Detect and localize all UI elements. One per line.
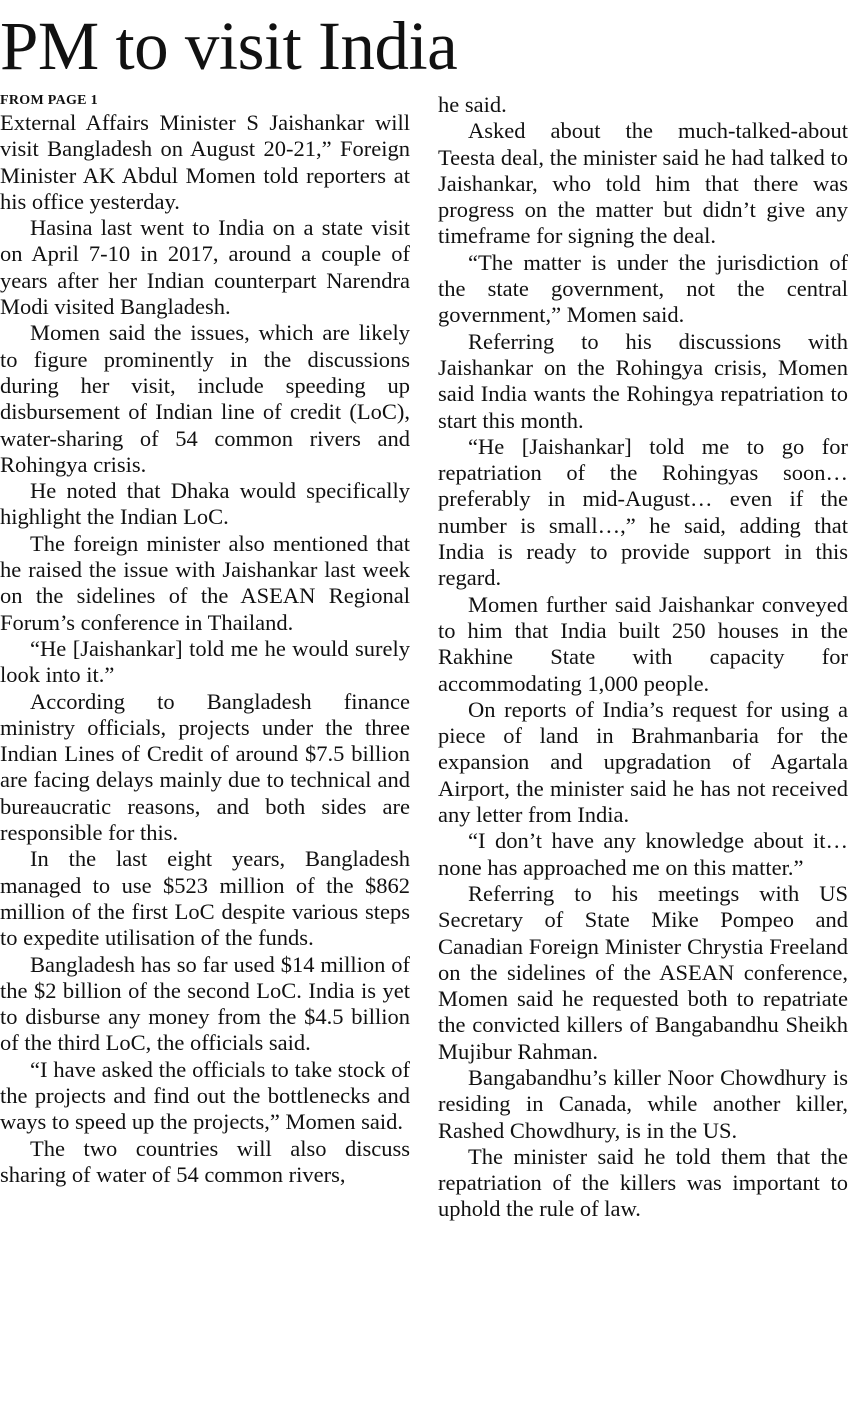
- continuation-kicker: FROM PAGE 1: [0, 93, 98, 108]
- article-paragraph: According to Bangladesh finance ministry officials, projects under the three Indian Lines of Credit of around $7.5 billion are facing delays mainly due to technical and bureaucratic reasons, and both sides are responsible for this.: [0, 688, 410, 846]
- article-paragraph: Bangladesh has so far used $14 million of the $2 billion of the second LoC. India is yet to disburse any money from the $4.5 billion of the third LoC, the officials said.: [0, 951, 410, 1056]
- article-paragraph: He noted that Dhaka would specifically highlight the Indian LoC.: [0, 478, 410, 530]
- headline: PM to visit India: [0, 8, 458, 84]
- article-paragraph: Momen said the issues, which are likely to figure prominently in the discussions during her visit, include speeding up disbursement of Indian line of credit (LoC), water-sharing of 54 common rivers and Rohingya crisis.: [0, 320, 410, 477]
- article-paragraph: External Affairs Minister S Jaishankar will visit Bangladesh on August 20-21,” Foreign Minister AK Abdul Momen told reporters at his office yesterday.: [0, 110, 410, 214]
- article-paragraph: Bangabandhu’s killer Noor Chowdhury is residing in Canada, while another killer, Rashed Chowdhury, is in the US.: [438, 1064, 848, 1143]
- article-paragraph: The two countries will also discuss sharing of water of 54 common rivers,: [0, 1135, 410, 1187]
- article-paragraph: The foreign minister also mentioned that he raised the issue with Jaishankar last week on the sidelines of the ASEAN Regional Forum’s conference in Thailand.: [0, 530, 410, 635]
- left-column: [0, 92, 410, 1188]
- article-paragraph: Referring to his meetings with US Secretary of State Mike Pompeo and Canadian Foreign Minister Chrystia Freeland on the sidelines of the ASEAN conference, Momen said he requested both to repatriate the convicted killers of Bangabandhu Sheikh Mujibur Rahman.: [438, 880, 848, 1064]
- article-paragraph-continued: he said.: [438, 92, 507, 117]
- right-column: [438, 92, 848, 1223]
- article-paragraph: Referring to his discussions with Jaishankar on the Rohingya crisis, Momen said India wants the Rohingya repatriation to start this month.: [438, 328, 848, 433]
- article-paragraph: “He [Jaishankar] told me he would surely look into it.”: [0, 635, 410, 688]
- article-paragraph: Hasina last went to India on a state visit on April 7-10 in 2017, around a couple of years after her Indian counterpart Narendra Modi visited Bangladesh.: [0, 215, 410, 320]
- article-paragraph: “I don’t have any knowledge about it… none has approached me on this matter.”: [438, 828, 848, 880]
- article-paragraph: Asked about the much-talked-about Teesta deal, the minister said he had talked to Jaishankar, who told him that there was progress on the matter but didn’t give any timeframe for signing the deal.: [438, 118, 848, 249]
- article-paragraph: In the last eight years, Bangladesh managed to use $523 million of the $862 million of the first LoC despite various steps to expedite utilisation of the funds.: [0, 846, 410, 951]
- article-paragraph: On reports of India’s request for using a piece of land in Brahmanbaria for the expansion and upgradation of Agartala Airport, the minister said he has not received any letter from India.: [438, 696, 848, 828]
- article-paragraph: “The matter is under the jurisdiction of the state government, not the central government,” Momen said.: [438, 249, 848, 328]
- article-paragraph: “He [Jaishankar] told me to go for repatriation of the Rohingyas soon… preferably in mid-August… even if the number is small…,” he said, adding that India is ready to provide support in this regard.: [438, 433, 848, 591]
- article-paragraph: “I have asked the officials to take stock of the projects and find out the bottlenecks and ways to speed up the projects,” Momen said.: [0, 1056, 410, 1135]
- article-paragraph: Momen further said Jaishankar conveyed to him that India built 250 houses in the Rakhine State with capacity for accommodating 1,000 people.: [438, 591, 848, 696]
- article-paragraph: The minister said he told them that the repatriation of the killers was important to uphold the rule of law.: [438, 1143, 848, 1222]
